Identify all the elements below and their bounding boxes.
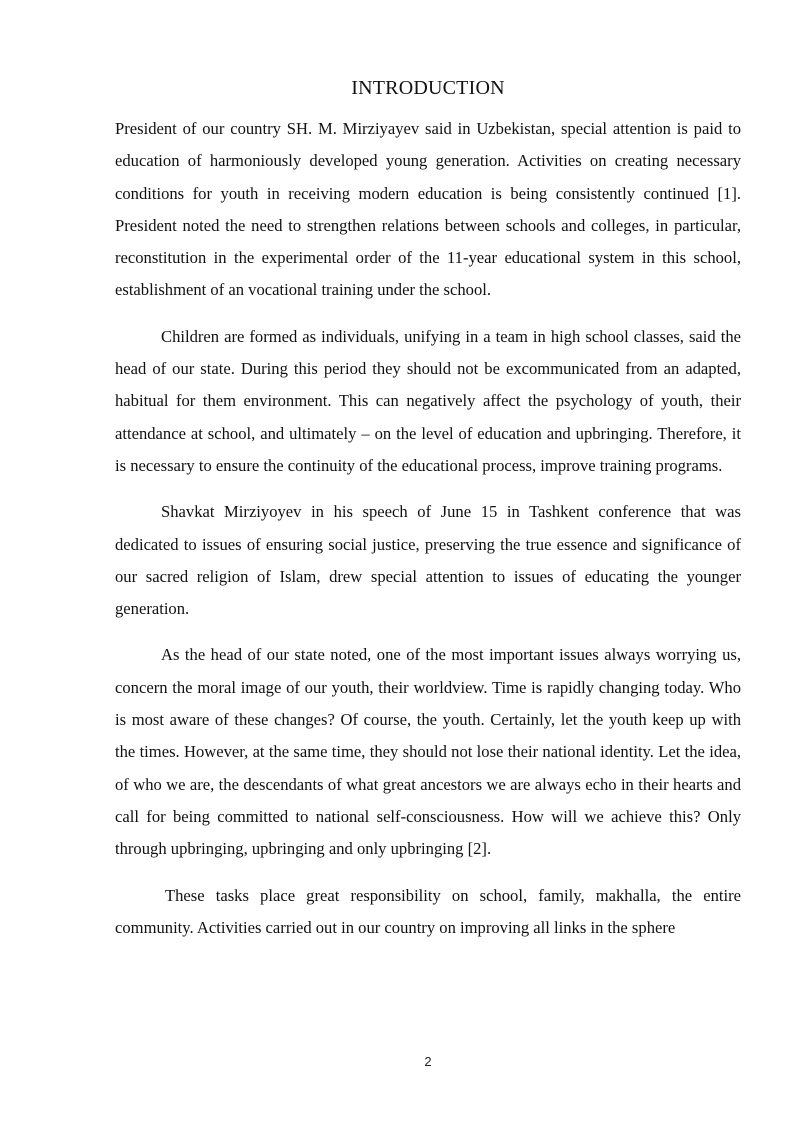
section-title: INTRODUCTION	[351, 77, 505, 99]
paragraph-4: As the head of our state noted, one of the most important issues always worrying us, concern the moral image of our youth, their worldview. Time is rapidly changing today. Who is most aware of these changes? Of course, the youth. Certainly, let the youth keep up with the times. However, at the same time, they should not lose their national identity. Let the idea, of who we are, the descendants of what great ancestors we are always echo in their hearts and call for being committed to national self-consciousness. How will we achieve this? Only through upbringing, upbringing and only upbringing [2].	[115, 645, 741, 859]
paragraph-1: President of our country SH. M. Mirziyayev said in Uzbekistan, special attention is paid to education of harmoniously developed young generation. Activities on creating necessary conditions for youth in receiving modern education is being consistently continued [1]. President noted the need to strengthen relations between schools and colleges, in particular, reconstitution in the experimental order of the 11-year educational system in this school, establishment of an vocational training under the school.	[115, 119, 741, 300]
paragraph-2: Children are formed as individuals, unifying in a team in high school classes, said the head of our state. During this period they should not be excommunicated from an adapted, habitual for them environment. This can negatively affect the psychology of youth, their attendance at school, and ultimately – on the level of education and upbringing. Therefore, it is necessary to ensure the continuity of the educational process, improve training programs.	[115, 326, 741, 475]
paragraph-3: Shavkat Mirziyoyev in his speech of June 15 in Tashkent conference that was dedicated to issues of ensuring social justice, preserving the true essence and significance of our sacred religion of Islam, drew special attention to issues of educating the younger generation.	[115, 502, 741, 619]
body-text	[115, 113, 741, 958]
page-number: 2	[424, 1054, 432, 1069]
paragraph-5: These tasks place great responsibility on school, family, makhalla, the entire community. Activities carried out in our country on improving all links in the sphere	[115, 885, 741, 937]
